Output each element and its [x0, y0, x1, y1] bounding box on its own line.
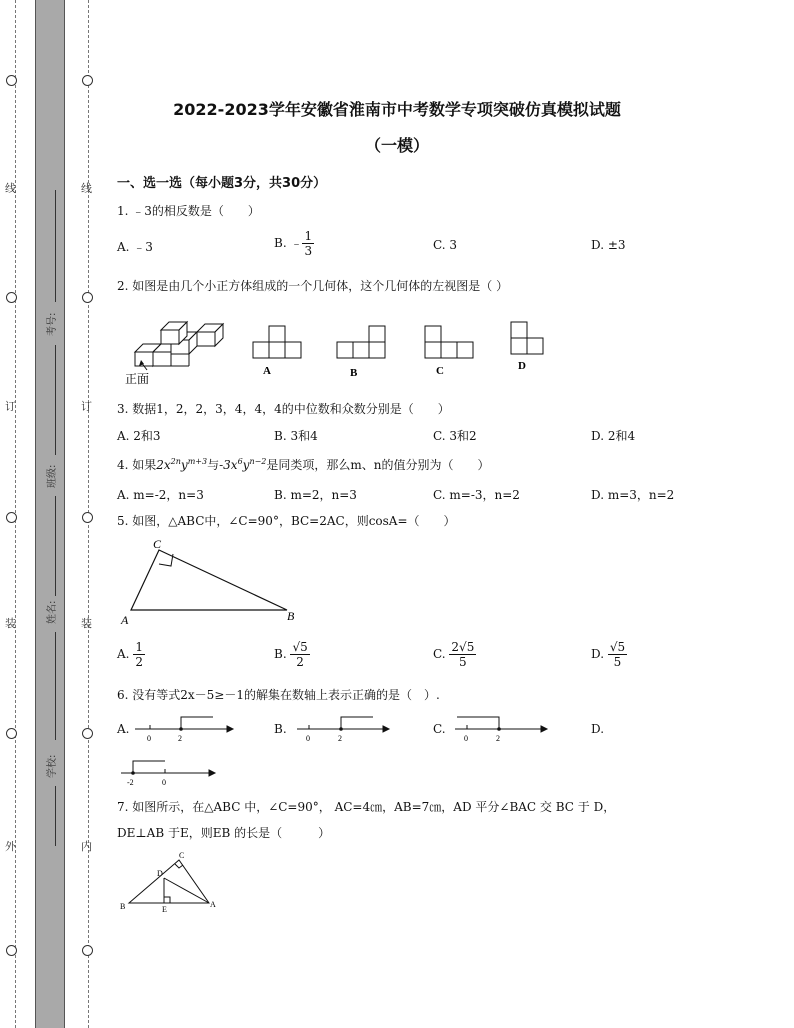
field-line [55, 345, 56, 455]
outer-char: 订 [5, 400, 16, 413]
q2-label-a: A [263, 365, 271, 377]
q3-option-a: A. 2和3 [117, 429, 161, 443]
q6-option-c: C. [433, 722, 446, 736]
q6-option-b: B. [274, 722, 287, 736]
point-b: B [120, 902, 126, 911]
tick-label: 0 [162, 778, 166, 787]
q1-option-b: B. ﹣ $\frac{1}{3}$ [274, 229, 313, 258]
point-c: C [179, 851, 185, 860]
q1-option-c: C. 3 [433, 238, 458, 252]
tick-label: 2 [338, 734, 342, 743]
q5-option-b: B. $\frac{√5}{2}$ [274, 640, 308, 669]
tick-label: 0 [147, 734, 151, 743]
q6-number-lines [117, 708, 557, 788]
q4-option-a: A. m=-2，n=3 [117, 488, 204, 502]
question-7-line2: DE⊥AB 于E，则EB 的长是（ ） [117, 826, 331, 840]
inner-char: 内 [81, 840, 92, 853]
point-a: A [210, 900, 216, 909]
binding-hole [6, 945, 17, 956]
binding-hole [82, 945, 93, 956]
q2-label-d: D [518, 360, 526, 372]
outer-char: 线 [5, 182, 16, 195]
inner-char: 装 [81, 617, 92, 630]
front-label: 正面 [125, 372, 150, 386]
question-2: 2. 如图是由几个小正方体组成的一个几何体，这个几何体的左视图是（ ） [117, 279, 509, 293]
field-line [55, 786, 56, 846]
field-class: 班级: [47, 464, 58, 488]
question-1: 1. ﹣3的相反数是（ ） [117, 204, 260, 218]
field-line [55, 496, 56, 596]
point-e: E [162, 905, 167, 914]
binding-hole [6, 75, 17, 86]
binding-hole [6, 728, 17, 739]
outer-char: 外 [5, 840, 16, 853]
q1-option-a: A. ﹣3 [117, 240, 153, 254]
field-line [55, 632, 56, 740]
q5-option-d: D. $\frac{√5}{5}$ [591, 640, 626, 669]
tick-label: 0 [464, 734, 468, 743]
point-d: D [157, 869, 163, 878]
q7-triangle [117, 848, 227, 916]
binding-hole [82, 728, 93, 739]
vertex-a: A [121, 613, 129, 627]
q2-label-c: C [436, 365, 444, 377]
q3-option-b: B. 3和4 [274, 429, 318, 443]
q1-option-d: D. ±3 [591, 238, 626, 252]
inner-char: 订 [81, 400, 92, 413]
inner-char: 线 [81, 182, 92, 195]
binding-hole [6, 292, 17, 303]
question-7-line1: 7. 如图所示，在△ABC 中，∠C=90°， AC=4㎝，AB=7㎝，AD 平分∠BAC 交 BC 于 D， [117, 800, 616, 814]
q5-triangle [117, 536, 307, 628]
question-3: 3. 数据1，2，2，3，4，4，4的中位数和众数分别是（ ） [117, 402, 450, 416]
binding-hole [82, 75, 93, 86]
q3-option-c: C. 3和2 [433, 429, 477, 443]
field-school: 学校: [47, 754, 58, 778]
field-name: 姓名: [47, 600, 58, 624]
question-6: 6. 没有等式2x－5≥－1的解集在数轴上表示正确的是（ ）. [117, 688, 440, 702]
q3-option-d: D. 2和4 [591, 429, 636, 443]
q2-figures [117, 300, 557, 390]
q5-option-c: C. $\frac{2√5}{5}$ [433, 640, 475, 669]
question-5: 5. 如图，△ABC中，∠C=90°，BC=2AC，则cosA=（ ） [117, 514, 456, 528]
outer-char: 装 [5, 617, 16, 630]
tick-label: 2 [496, 734, 500, 743]
question-4: 4. 如果$2x^{2n}y^{m+3}$与$-3x^6y^{n-2}$是同类项，那么m、n的值分别为（ ） [117, 457, 490, 472]
q6-option-d: D. [591, 722, 605, 736]
tick-label: 0 [306, 734, 310, 743]
binding-strip [35, 0, 65, 1028]
exam-title: 2022-2023学年安徽省淮南市中考数学专项突破仿真模拟试题 [173, 100, 621, 119]
binding-hole [82, 512, 93, 523]
binding-margin [0, 0, 100, 1028]
q6-option-a: A. [117, 722, 130, 736]
tick-label: 2 [178, 734, 182, 743]
field-exam-no: 考号: [47, 312, 58, 336]
q5-option-a: A. $\frac{1}{2}$ [117, 640, 143, 669]
vertex-b: B [287, 609, 295, 623]
vertex-c: C [153, 537, 162, 551]
binding-hole [82, 292, 93, 303]
exam-subtitle: （一模） [364, 136, 429, 155]
field-line [55, 190, 56, 302]
q4-option-b: B. m=2，n=3 [274, 488, 357, 502]
q2-label-b: B [350, 367, 358, 379]
section-heading: 一、选一选（每小题3分，共30分） [117, 176, 327, 191]
q4-option-d: D. m=3，n=2 [591, 488, 675, 502]
q4-option-c: C. m=-3，n=2 [433, 488, 520, 502]
tick-label: -2 [127, 778, 134, 787]
binding-hole [6, 512, 17, 523]
